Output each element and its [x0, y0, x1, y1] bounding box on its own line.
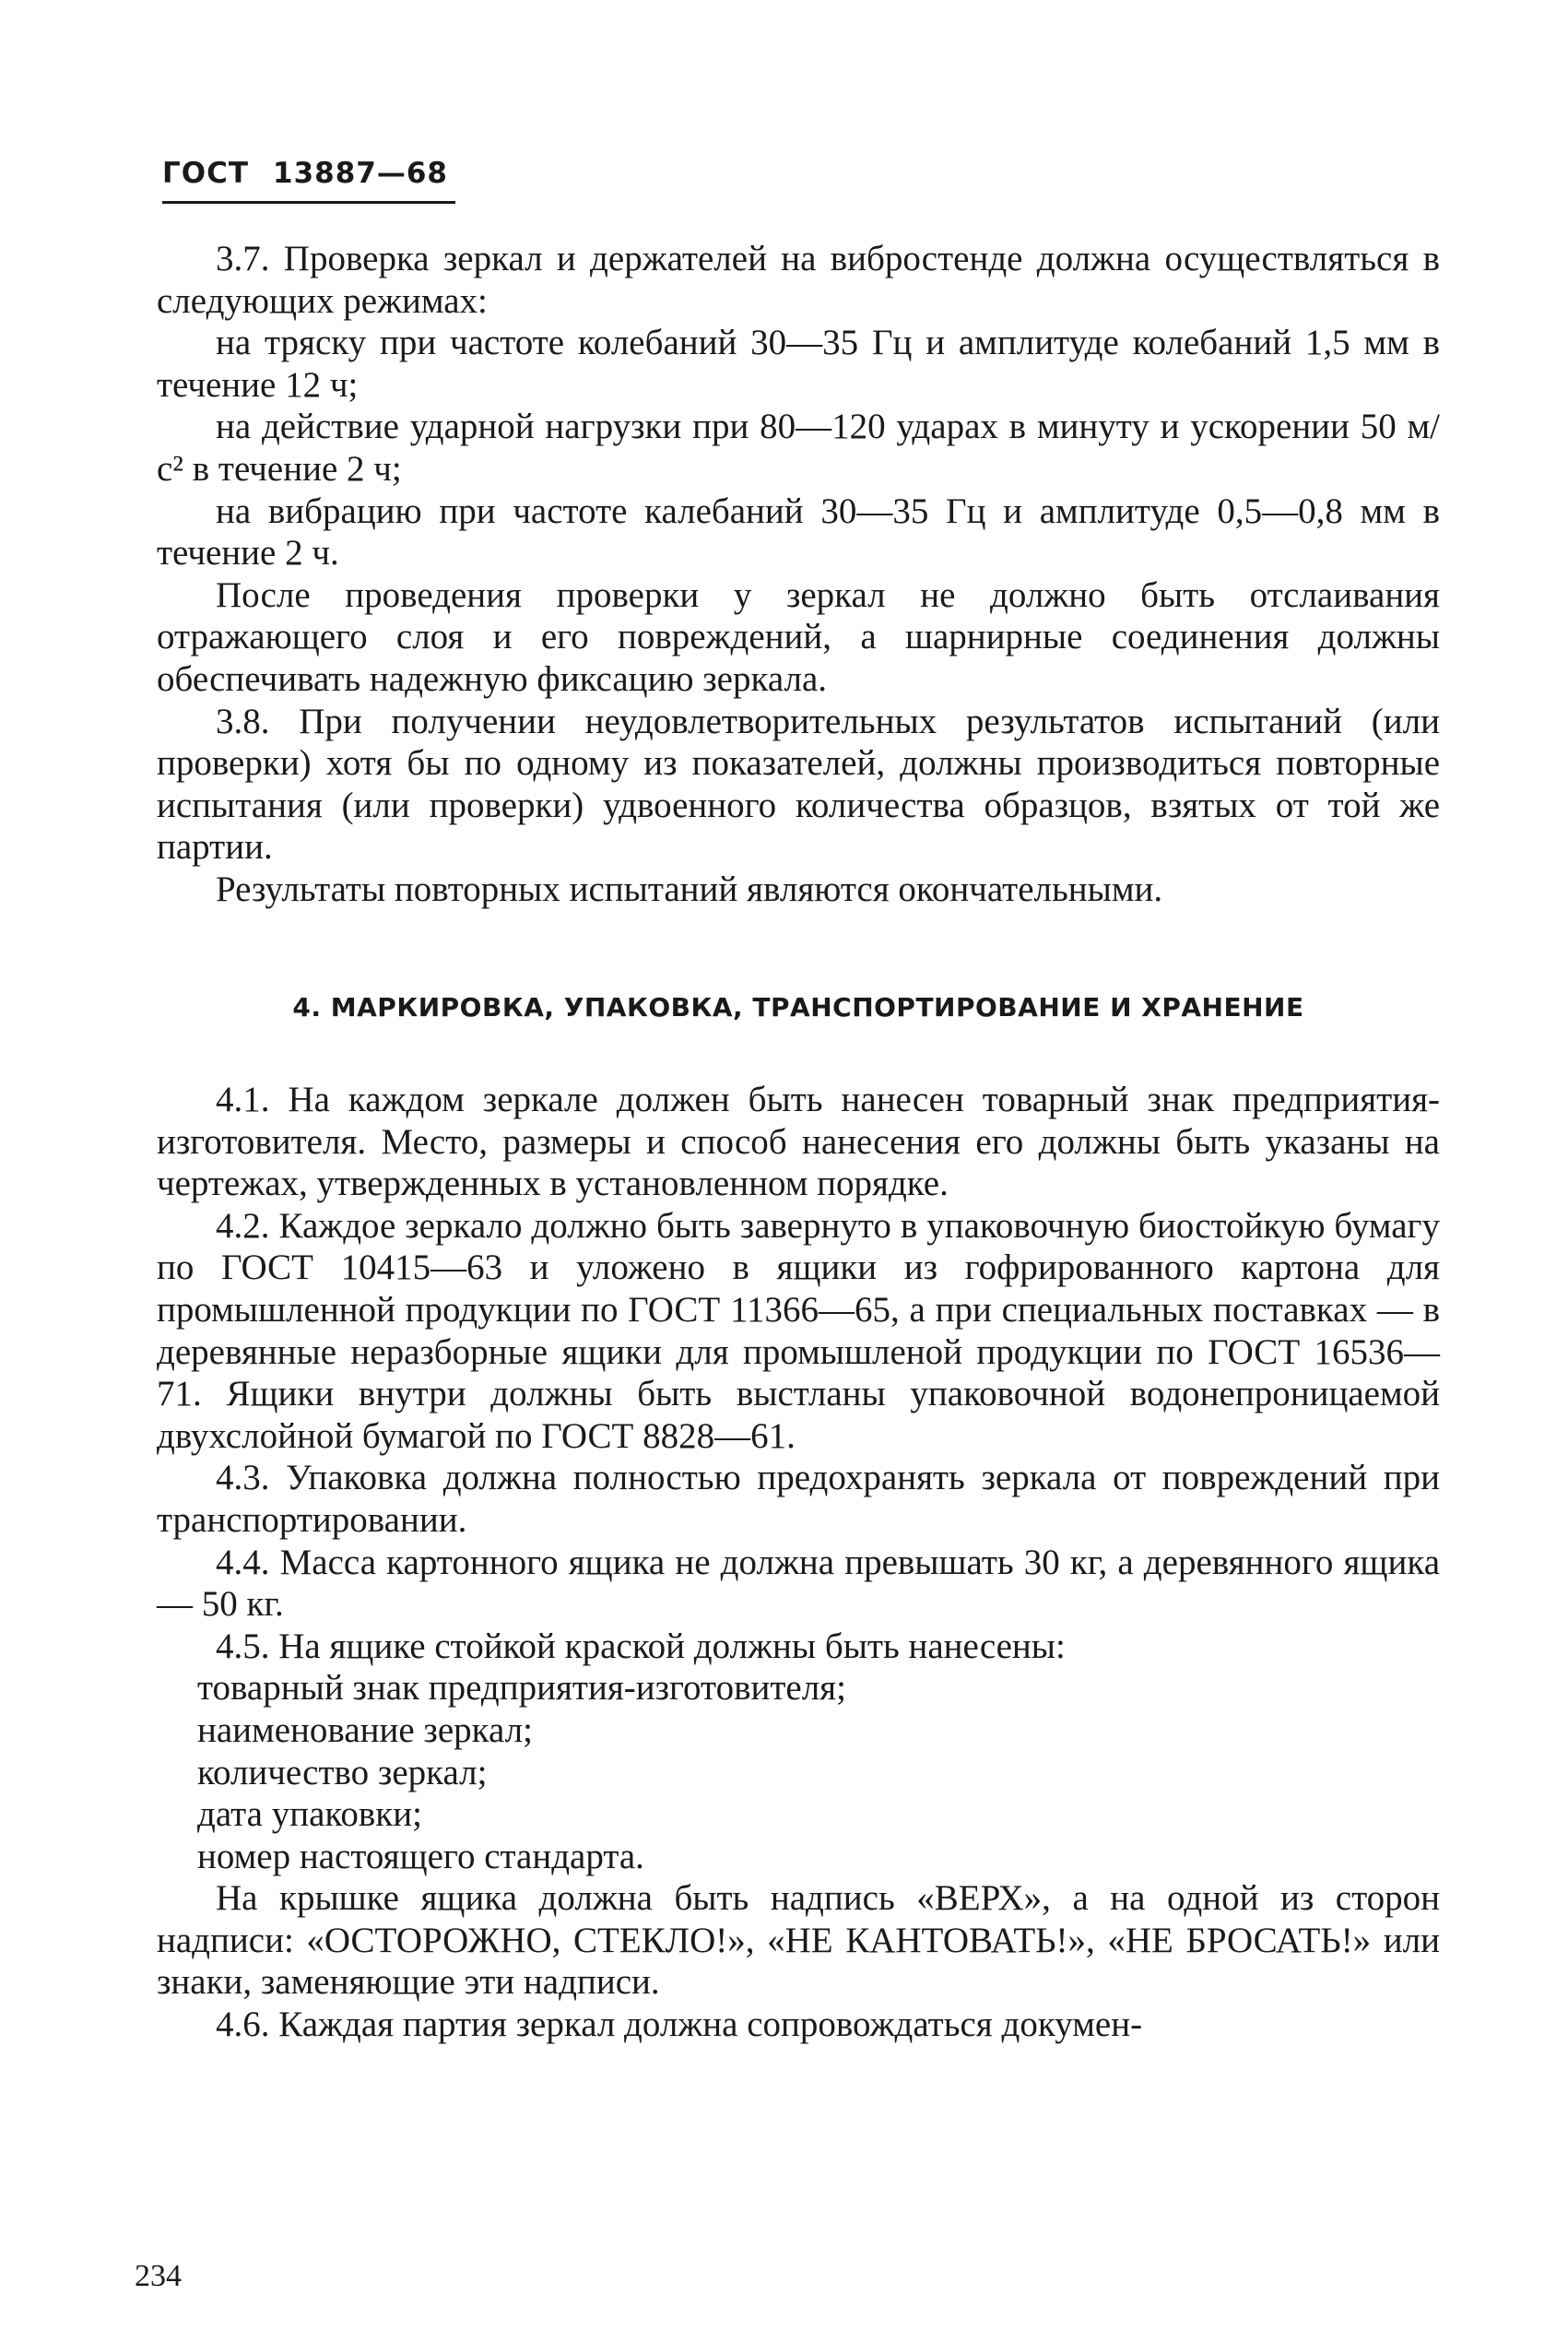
section-4-text: [157, 1079, 1440, 2046]
section-heading: 4. МАРКИРОВКА, УПАКОВКА, ТРАНСПОРТИРОВАНИЕ И ХРАНЕНИЕ: [292, 992, 1304, 1023]
paragraph-4-3: 4.3. Упаковка должна полностью предохранять зеркала от повреждений при транспортировании.: [157, 1458, 1440, 1540]
paragraph-4-4: 4.4. Масса картонного ящика не должна превышать 30 кг, а деревянного ящика — 50 кг.: [157, 1542, 1440, 1625]
page-number: 234: [135, 2259, 182, 2293]
list-item: количество зеркал;: [197, 1752, 488, 1792]
list-item: товарный знак предприятия-изготовителя;: [197, 1668, 846, 1709]
header-label: ГОСТ: [162, 157, 250, 190]
section-3-text: [157, 238, 1440, 911]
header-rule: [162, 201, 455, 204]
paragraph-3-7: 3.7. Проверка зеркал и держателей на вибростенде должна осуществляться в следующих режимах:: [157, 239, 1440, 321]
paragraph-vibration-mode: на вибрацию при частоте калебаний 30—35 Гц и амплитуде 0,5—0,8 мм в течение 2 ч.: [157, 491, 1440, 574]
paragraph-impact-mode: на действие ударной нагрузки при 80—120 ударах в минуту и ускорении 50 м/с² в течение 2 ч;: [157, 407, 1440, 489]
paragraph-lid-label: На крышке ящика должна быть надпись «ВЕРХ», а на одной из сторон надписи: «ОСТОРОЖНО, СТЕКЛО!», «НЕ КАНТОВАТЬ!», «НЕ БРОСАТЬ!» или знаки, заменяющие эти надписи.: [157, 1878, 1440, 2003]
running-header: [162, 157, 448, 190]
header-code: 13887—68: [273, 157, 449, 190]
paragraph-after-check: После проведения проверки у зеркал не должно быть отслаивания отражающего слоя и его повреждений, а шарнирные соединения должны обеспечивать надежную фиксацию зеркала.: [157, 574, 1440, 699]
paragraph-4-6: 4.6. Каждая партия зеркал должна сопровождаться докумен-: [216, 2005, 1143, 2045]
paragraph-4-5: 4.5. На ящике стойкой краской должны быть нанесены:: [216, 1626, 1066, 1666]
list-item: дата упаковки;: [197, 1794, 422, 1835]
paragraph-4-2: 4.2. Каждое зеркало должно быть завернуто в упаковочную биостойкую бумагу по ГОСТ 10415—63 и уложено в ящики из гофрированного картона для промышленной продукции по ГОСТ 11366—65, а при специальных поставках — в деревянные неразборные ящики для промышленой продукции по ГОСТ 16536—71. Ящики внутри должны быть выстланы упаковочной водонепроницаемой двухслойной бумагой по ГОСТ 8828—61.: [157, 1205, 1440, 1456]
list-item: номер настоящего стандарта.: [197, 1836, 644, 1876]
paragraph-4-1: 4.1. На каждом зеркале должен быть нанесен товарный знак предприятия-изготовителя. Место, размеры и способ нанесения его должны быть указаны на чертежах, утвержденных в установленном порядке.: [157, 1080, 1440, 1204]
list-item: наименование зеркал;: [197, 1709, 533, 1750]
paragraph-3-8: 3.8. При получении неудовлетворительных результатов испытаний (или проверки) хотя бы по одному из показателей, должны производиться повторные испытания (или проверки) удвоенного количества образцов, взятых от той же партии.: [157, 701, 1440, 868]
paragraph-shake-mode: на тряску при частоте колебаний 30—35 Гц и амплитуде колебаний 1,5 мм в течение 12 ч;: [157, 323, 1440, 405]
paragraph-repeat-results: Результаты повторных испытаний являются окончательными.: [216, 869, 1163, 909]
